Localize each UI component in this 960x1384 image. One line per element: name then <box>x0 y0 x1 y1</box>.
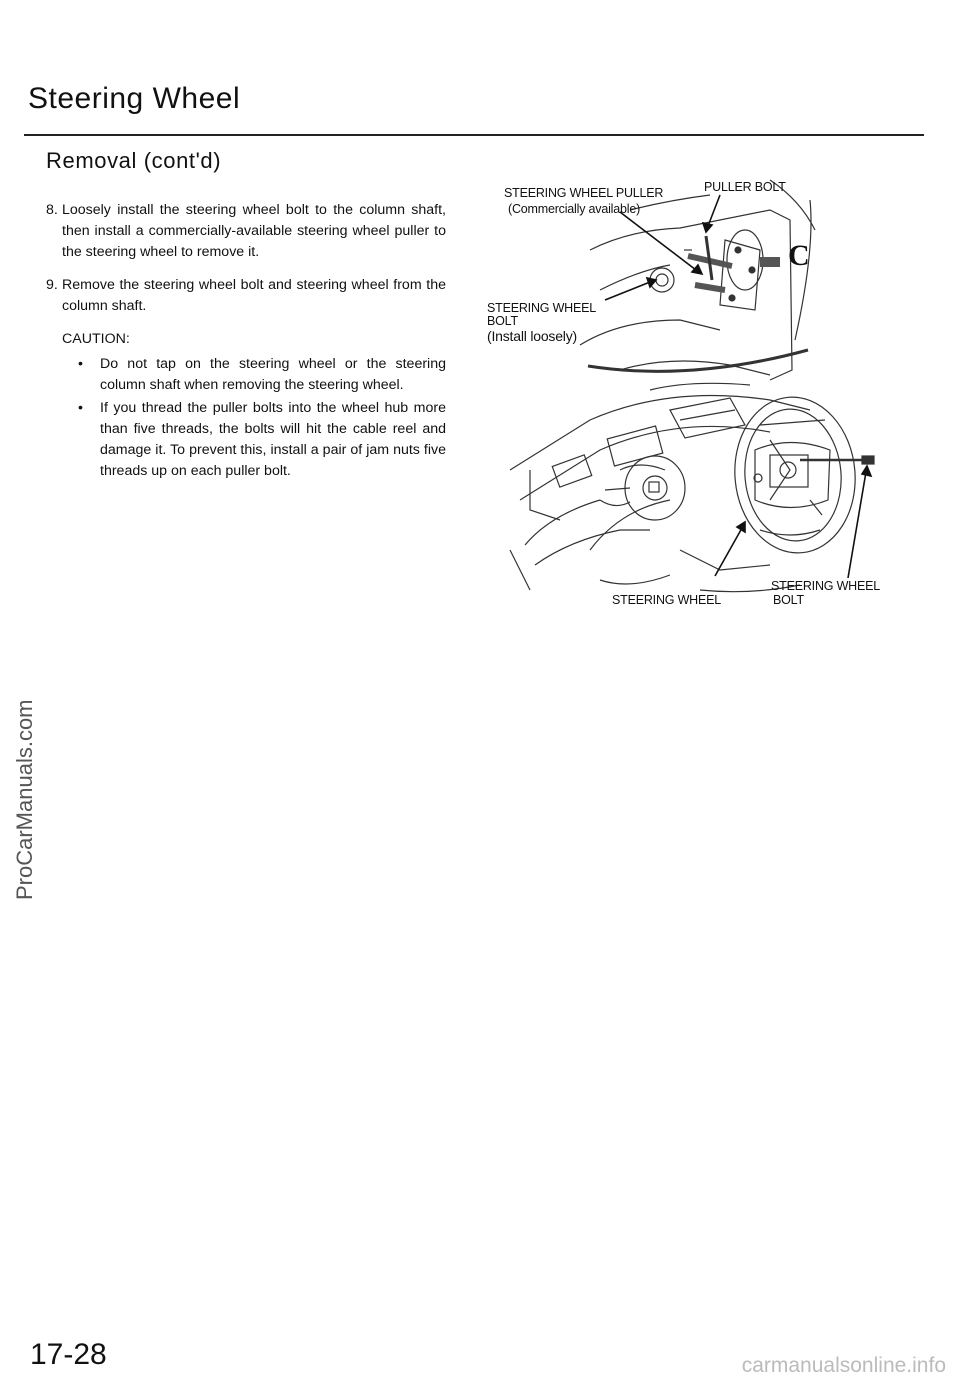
title-divider <box>24 134 924 136</box>
watermark: ProCarManuals.com <box>12 699 37 900</box>
caution-item <box>62 398 446 482</box>
step-9 <box>46 275 446 317</box>
label-steering-wheel: STEERING WHEEL <box>612 593 722 607</box>
step-number: 8. <box>46 202 58 218</box>
caution-item-text: Do not tap on the steering wheel or the steering column shaft when removing the steering wheel. <box>100 356 446 393</box>
step-number: 9. <box>46 277 58 293</box>
step-8 <box>46 200 446 263</box>
caution-item <box>62 354 446 396</box>
label-install-loosely: (Install loosely) <box>487 328 577 344</box>
caution-item-text: If you thread the puller bolts into the wheel hub more than five threads, the bolts will hit the cable reel and damage it. To prevent this, install a pair of jam nuts five threads up on each puller bolt. <box>100 400 446 479</box>
label-steering-wheel-bolt: BOLT <box>773 593 804 607</box>
caution-title: CAUTION: <box>62 331 130 347</box>
page-number: 17-28 <box>30 1338 107 1371</box>
bullet-icon: • <box>78 356 83 372</box>
page-title: Steering Wheel <box>28 82 241 115</box>
steering-wheel-drawing <box>728 392 874 558</box>
steering-wheel-removal-figure <box>470 170 940 630</box>
label-steering-wheel-bolt: STEERING WHEEL <box>771 579 881 593</box>
view-symbol: C <box>788 239 810 272</box>
label-puller-bolt: PULLER BOLT <box>704 180 786 194</box>
caution-block <box>46 329 446 482</box>
step-text: Loosely install the steering wheel bolt to the column shaft, then install a commercially-available steering wheel puller to the steering wheel to remove it. <box>62 202 446 260</box>
figure-illustration <box>470 170 940 630</box>
procedure-steps <box>46 200 446 484</box>
footer-site: carmanualsonline.info <box>741 1354 946 1377</box>
section-subtitle: Removal (cont'd) <box>46 148 222 173</box>
bullet-icon: • <box>78 400 83 416</box>
label-puller: STEERING WHEEL PULLER <box>504 186 664 200</box>
label-wheel-bolt: STEERING WHEEL <box>487 301 597 315</box>
label-wheel-bolt: BOLT <box>487 314 518 328</box>
label-puller-note: (Commercially available) <box>508 202 641 216</box>
step-text: Remove the steering wheel bolt and steering wheel from the column shaft. <box>62 277 446 314</box>
